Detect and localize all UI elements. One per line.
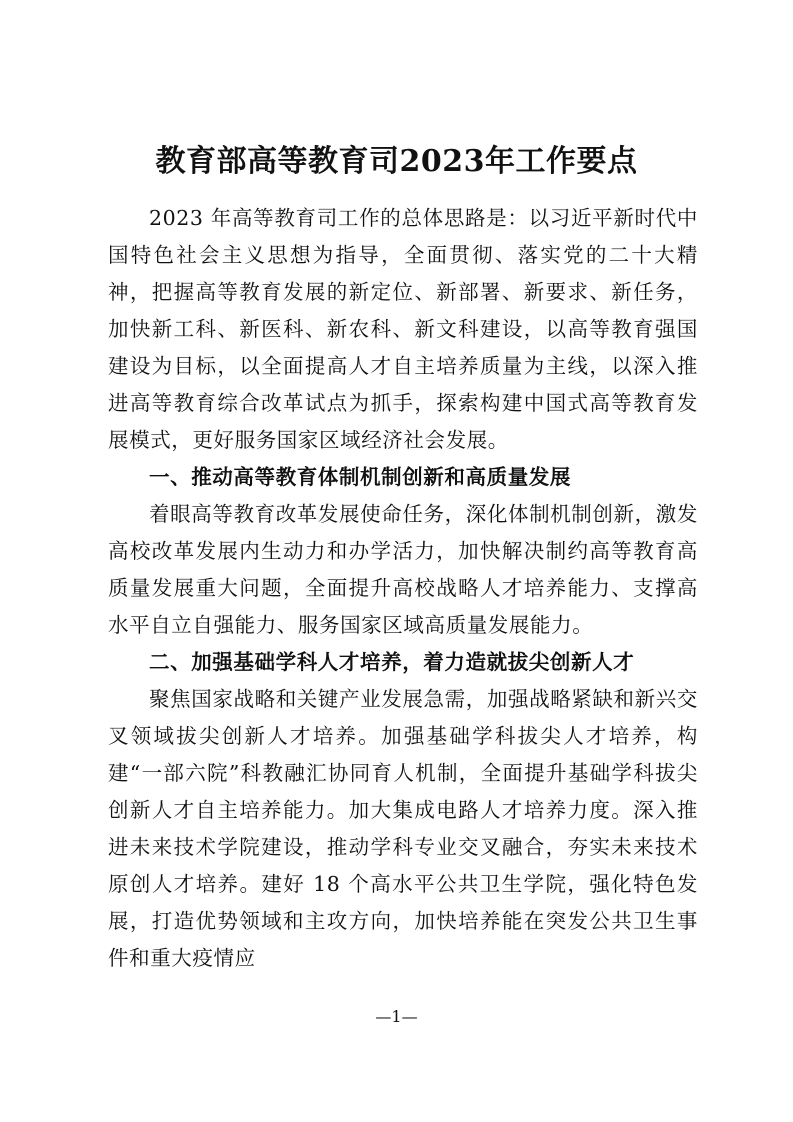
section-paragraph-2: 聚焦国家战略和关键产业发展急需，加强战略紧缺和新兴交叉领域拔尖创新人才培养。加强基础学科拔尖人才培养，构建“一部六院”科教融汇协同育人机制，全面提升基础学科拔尖创新人才自主培养能力。加大集成电路人才培养力度。深入推进未来技术学院建设，推动学科专业交叉融合，夯实未来技术原创人才培养。建好 18 个高水平公共卫生学院，强化特色发展，打造优势领域和主攻方向，加快培养能在突发公共卫生事件和重大疫情应: [108, 687, 698, 970]
section-heading-2: 二、加强基础学科人才培养，着力造就拔尖创新人才: [149, 650, 635, 674]
page-number: —1—: [375, 1007, 418, 1026]
section-paragraph-1: 着眼高等教育改革发展使命任务，深化体制机制创新，激发高校改革发展内生动力和办学活力，加快解决制约高等教育高质量发展重大问题，全面提升高校战略人才培养能力、支撑高水平自立自强能力、服务国家区域高质量发展能力。: [108, 502, 698, 637]
intro-paragraph: 2023 年高等教育司工作的总体思路是：以习近平新时代中国特色社会主义思想为指导，全面贯彻、落实党的二十大精神，把握高等教育发展的新定位、新部署、新要求、新任务，加快新工科、新医科、新农科、新文科建设，以高等教育强国建设为目标，以全面提高人才自主培养质量为主线，以深入推进高等教育综合改革试点为抓手，探索构建中国式高等教育发展模式，更好服务国家区域经济社会发展。: [108, 206, 698, 452]
document-body: [108, 200, 698, 977]
section-heading-1: 一、推动高等教育体制机制创新和高质量发展: [149, 465, 571, 489]
document-title: 教育部高等教育司2023年工作要点: [155, 144, 638, 179]
